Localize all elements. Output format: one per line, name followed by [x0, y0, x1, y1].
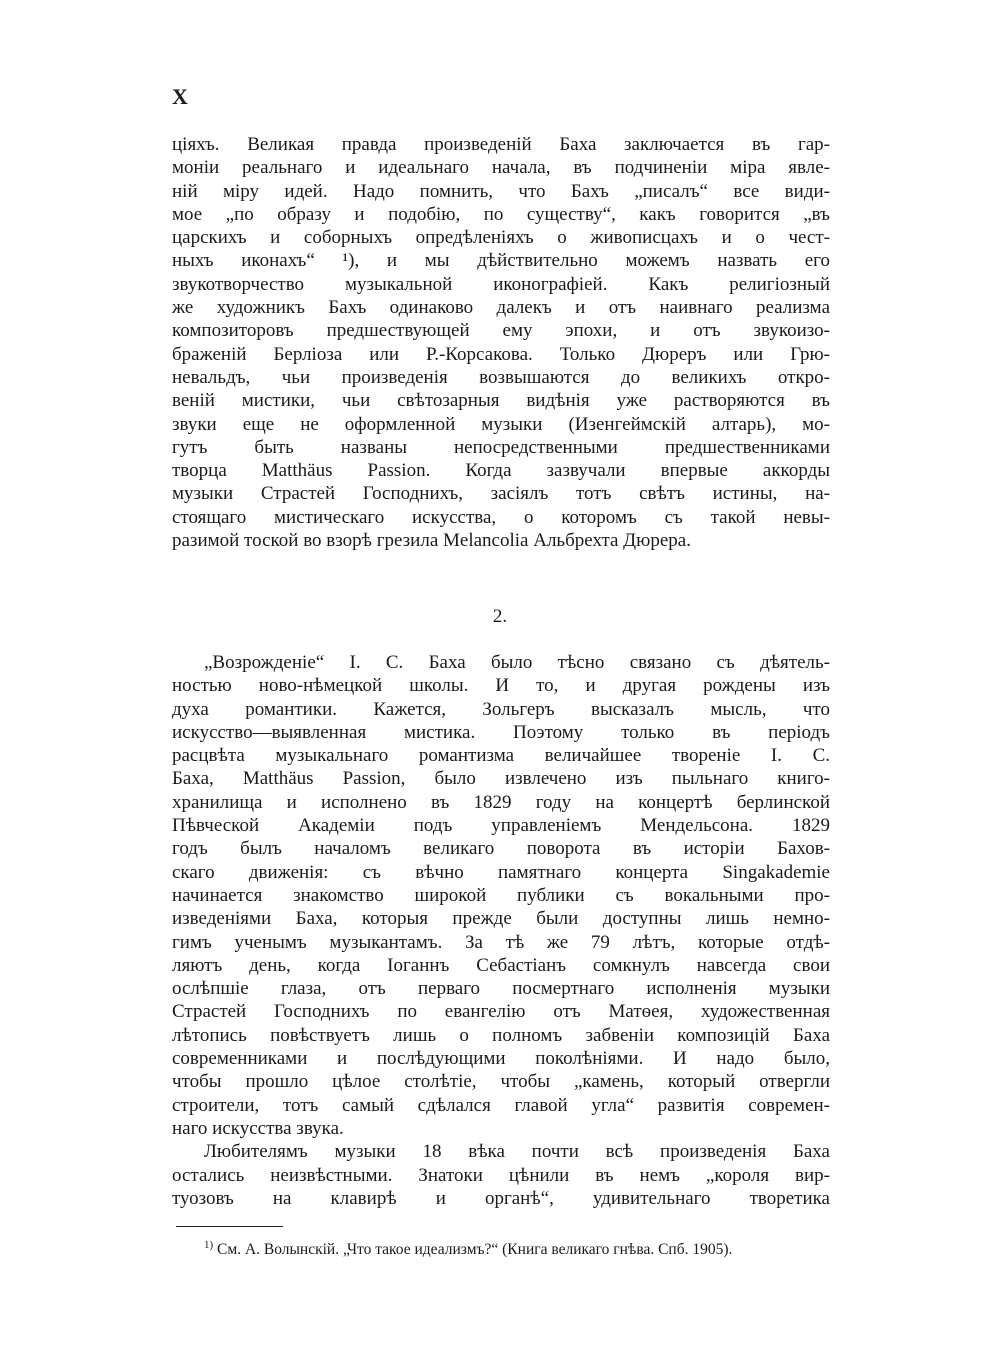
- text-line: начинается знакомство широкой публики съ вокальными про-: [172, 884, 830, 906]
- text-block-2: [172, 651, 830, 1210]
- text-line: духа романтики. Кажется, Зольгеръ высказалъ мысль, что: [172, 698, 830, 720]
- text-line: звукотворчество музыкальной иконографіей. Какъ религіозный: [172, 273, 830, 295]
- text-line: изведеніями Баха, которыя прежде были доступны лишь немно-: [172, 908, 830, 930]
- text-line: ослѣпшіе глаза, отъ перваго посмертнаго исполненія музыки: [172, 978, 830, 1000]
- text-line: скаго движенія: съ вѣчно памятнаго концерта Singakademie: [172, 861, 830, 883]
- text-line: звуки еще не оформленной музыки (Изенгеймскій алтарь), мо-: [172, 413, 830, 435]
- text-line: искусство—выявленная мистика. Поэтому только въ періодъ: [172, 721, 830, 743]
- text-block-1: [172, 133, 830, 552]
- text-line: композиторовъ предшествующей ему эпохи, и отъ звукоизо-: [172, 320, 830, 342]
- text-line: разимой тоской во взорѣ грезила Melancolia Альбрехта Дюрера.: [172, 530, 691, 552]
- section-number: 2.: [492, 606, 508, 627]
- text-line: ній міру идей. Надо помнить, что Бахъ „писалъ“ все види-: [172, 180, 830, 202]
- text-line: годъ былъ началомъ великаго поворота въ исторіи Бахов-: [172, 838, 830, 860]
- text-line: гутъ быть названы непосредственными предшественниками: [172, 436, 830, 458]
- text-line: лѣтопись повѣствуетъ лишь о полномъ забвеніи композицій Баха: [172, 1024, 830, 1046]
- text-line: туозовъ на клавирѣ и органѣ“, удивительнаго творетика: [172, 1187, 830, 1209]
- text-line: расцвѣта музыкальнаго романтизма величайшее твореніе І. С.: [172, 745, 830, 767]
- page-number: X: [172, 84, 188, 109]
- text-line: ціяхъ. Великая правда произведеній Баха заключается въ гар-: [172, 134, 830, 155]
- text-line: музыки Страстей Господнихъ, засіялъ тотъ свѣтъ истины, на-: [172, 483, 830, 505]
- text-line: мое „по образу и подобію, по существу“, какъ говорится „въ: [172, 203, 830, 225]
- footnote-marker: 1): [204, 1239, 214, 1251]
- text-line: Пѣвческой Академіи подъ управленіемъ Мендельсона. 1829: [172, 815, 830, 837]
- text-line: невальдъ, чьи произведенія возвышаются до великихъ откро-: [172, 366, 830, 388]
- text-line: моніи реальнаго и идеальнаго начала, въ подчиненіи міра явле-: [172, 157, 830, 179]
- text-line: стоящаго мистическаго искусства, о которомъ съ такой невы-: [172, 506, 830, 528]
- text-line: наго искусства звука.: [172, 1117, 344, 1139]
- text-line: ляютъ день, когда Іоганнъ Себастіанъ сомкнулъ навсегда свои: [172, 954, 830, 976]
- footnote: [204, 1239, 732, 1259]
- text-line: браженій Берліоза или Р.-Корсакова. Только Дюреръ или Грю-: [172, 343, 830, 365]
- text-line: царскихъ и соборныхъ опредѣленіяхъ о живописцахъ и о чест-: [172, 227, 830, 249]
- text-line: Страстей Господнихъ по евангелію отъ Матѳея, художественная: [172, 1001, 830, 1023]
- text-line: Любителямъ музыки 18 вѣка почти всѣ произведенія Баха: [204, 1141, 830, 1163]
- text-line: же художникъ Бахъ одинаково далекъ и отъ наивнаго реализма: [172, 297, 830, 319]
- text-line: ностью ново-нѣмецкой школы. И то, и другая рождены изъ: [172, 675, 830, 697]
- text-line: современниками и послѣдующими поколѣніями. И надо было,: [172, 1048, 830, 1070]
- text-line: гимъ ученымъ музыкантамъ. За тѣ же 79 лѣтъ, которые отдѣ-: [172, 931, 830, 953]
- footnote-rule: [176, 1226, 283, 1227]
- text-line: ныхъ иконахъ“ ¹), и мы дѣйствительно можемъ назвать его: [172, 250, 830, 272]
- text-line: хранилища и исполнено въ 1829 году на концертѣ берлинской: [172, 791, 830, 813]
- text-line: чтобы прошло цѣлое столѣтіе, чтобы „камень, который отвергли: [172, 1071, 830, 1093]
- text-line: Баха, Matthäus Passion, было извлечено изъ пыльнаго книго-: [172, 768, 830, 790]
- text-line: строители, тотъ самый сдѣлался главой угла“ развитія современ-: [172, 1094, 830, 1116]
- text-line: творца Matthäus Passion. Когда зазвучали впервые аккорды: [172, 460, 830, 482]
- text-line: веній мистики, чьи свѣтозарныя видѣнія уже растворяются въ: [172, 390, 830, 412]
- footnote-text: См. А. Волынскій. „Что такое идеализмъ?“ (Книга великаго гнѣва. Спб. 1905).: [213, 1241, 733, 1259]
- text-line: остались неизвѣстными. Знатоки цѣнили въ немъ „короля вир-: [172, 1164, 830, 1186]
- text-line: „Возрожденіе“ І. С. Баха было тѣсно связано съ дѣятель-: [204, 652, 830, 673]
